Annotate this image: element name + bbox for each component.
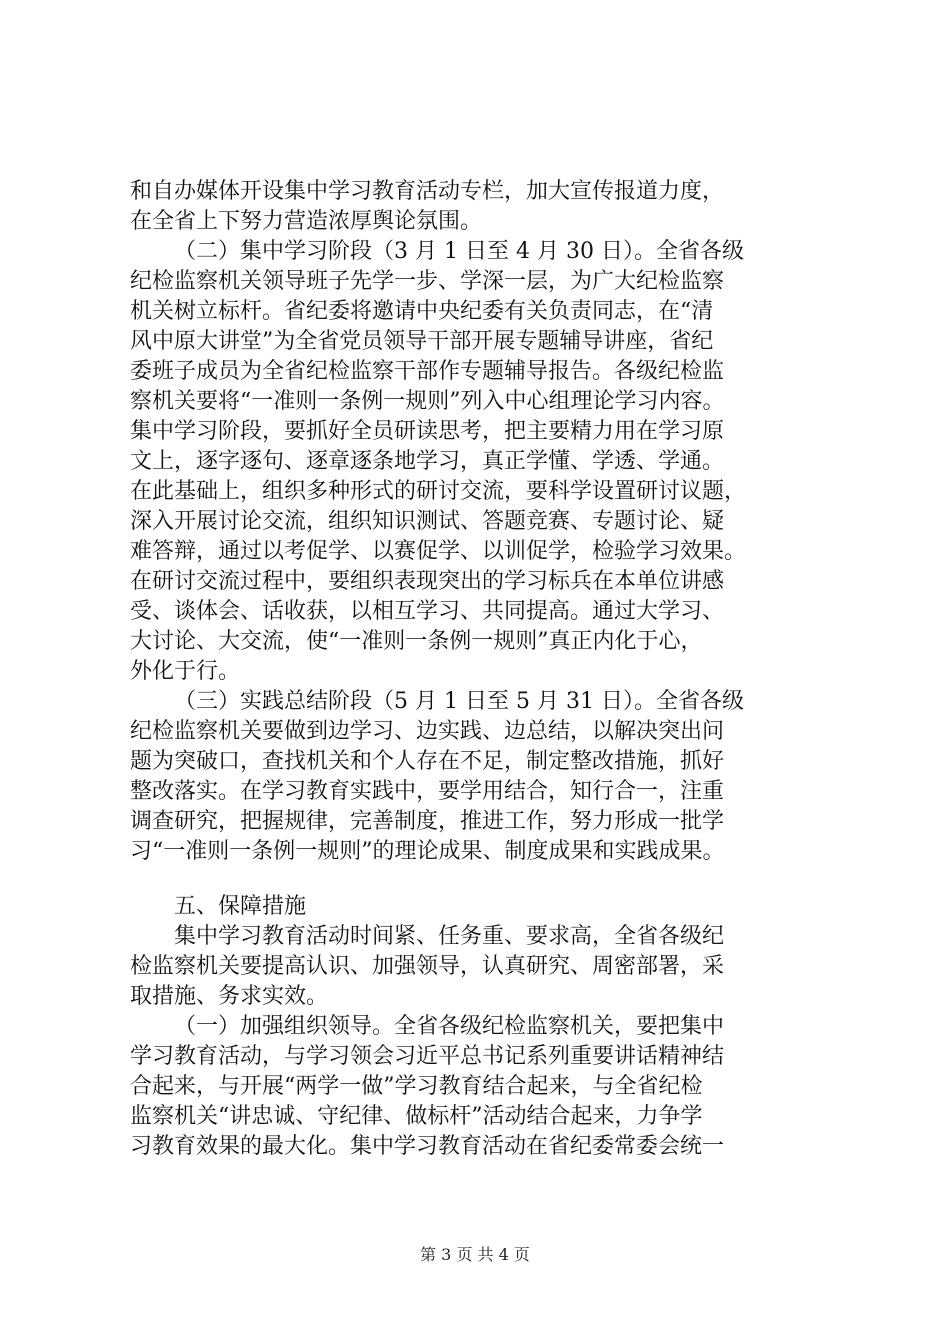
text-line: （三）实践总结阶段（5 月 1 日至 5 月 31 日）。全省各级 — [174, 689, 744, 714]
text-line: 文上，逐字逐句、逐章逐条地学习，真正学懂、学透、学通。 — [130, 449, 725, 474]
text-line: 取措施、务求实效。 — [130, 984, 329, 1009]
text-line: 在全省上下努力营造浓厚舆论氛围。 — [130, 209, 483, 234]
text-line: 和自办媒体开设集中学习教育活动专栏，加大宣传报道力度， — [130, 179, 725, 204]
document-body — [130, 177, 830, 1162]
text-line: 风中原大讲堂”为全省党员领导干部开展专题辅导讲座，省纪 — [130, 329, 714, 354]
text-line: 纪检监察机关要做到边学习、边实践、边总结，以解决突出问 — [130, 719, 725, 744]
paragraph-gap — [130, 867, 830, 892]
text-line: 委班子成员为全省纪检监察干部作专题辅导报告。各级纪检监 — [130, 359, 725, 384]
text-line: 在此基础上，组织多种形式的研讨交流，要科学设置研讨议题， — [130, 479, 747, 504]
text-line: 检监察机关要提高认识、加强领导，认真研究、周密部署，采 — [130, 954, 725, 979]
text-line: 在研讨交流过程中，要组织表现突出的学习标兵在本单位讲感 — [130, 569, 725, 594]
text-line: 机关树立标杆。省纪委将邀请中央纪委有关负责同志，在“清 — [130, 299, 714, 324]
text-line: 集中学习阶段，要抓好全员研读思考，把主要精力用在学习原 — [130, 419, 725, 444]
section-heading: 五、保障措施 — [174, 894, 307, 919]
text-line: 调查研究，把握规律，完善制度，推进工作，努力形成一批学 — [130, 809, 725, 834]
text-line: 集中学习教育活动时间紧、任务重、要求高，全省各级纪 — [174, 924, 725, 949]
text-line: 学习教育活动，与学习领会习近平总书记系列重要讲话精神结 — [130, 1044, 725, 1069]
text-line: 受、谈体会、话收获，以相互学习、共同提高。通过大学习、 — [130, 599, 725, 624]
text-line: （一）加强组织领导。全省各级纪检监察机关，要把集中 — [174, 1014, 725, 1039]
text-line: 监察机关“讲忠诚、守纪律、做标杆”活动结合起来，力争学 — [130, 1104, 703, 1129]
text-line: 整改落实。在学习教育实践中，要学用结合，知行合一，注重 — [130, 779, 725, 804]
text-line: 题为突破口，查找机关和个人存在不足，制定整改措施，抓好 — [130, 749, 725, 774]
text-line: 习“一准则一条例一规则”的理论成果、制度成果和实践成果。 — [130, 839, 725, 864]
text-line: 纪检监察机关领导班子先学一步、学深一层，为广大纪检监察 — [130, 269, 725, 294]
text-line: 大讨论、大交流，使“一准则一条例一规则”真正内化于心， — [130, 629, 703, 654]
text-line: 难答辩，通过以考促学、以赛促学、以训促学，检验学习效果。 — [130, 539, 747, 564]
page-footer: 第 3 页 共 4 页 — [420, 1245, 530, 1264]
text-line: 习教育效果的最大化。集中学习教育活动在省纪委常委会统一 — [130, 1134, 725, 1159]
text-line: 深入开展讨论交流，组织知识测试、答题竞赛、专题讨论、疑 — [130, 509, 725, 534]
text-line: （二）集中学习阶段（3 月 1 日至 4 月 30 日）。全省各级 — [174, 239, 744, 264]
text-line: 察机关要将“一准则一条例一规则”列入中心组理论学习内容。 — [130, 389, 725, 414]
text-line: 外化于行。 — [130, 659, 241, 684]
text-line: 合起来，与开展“两学一做”学习教育结合起来，与全省纪检 — [130, 1074, 703, 1099]
